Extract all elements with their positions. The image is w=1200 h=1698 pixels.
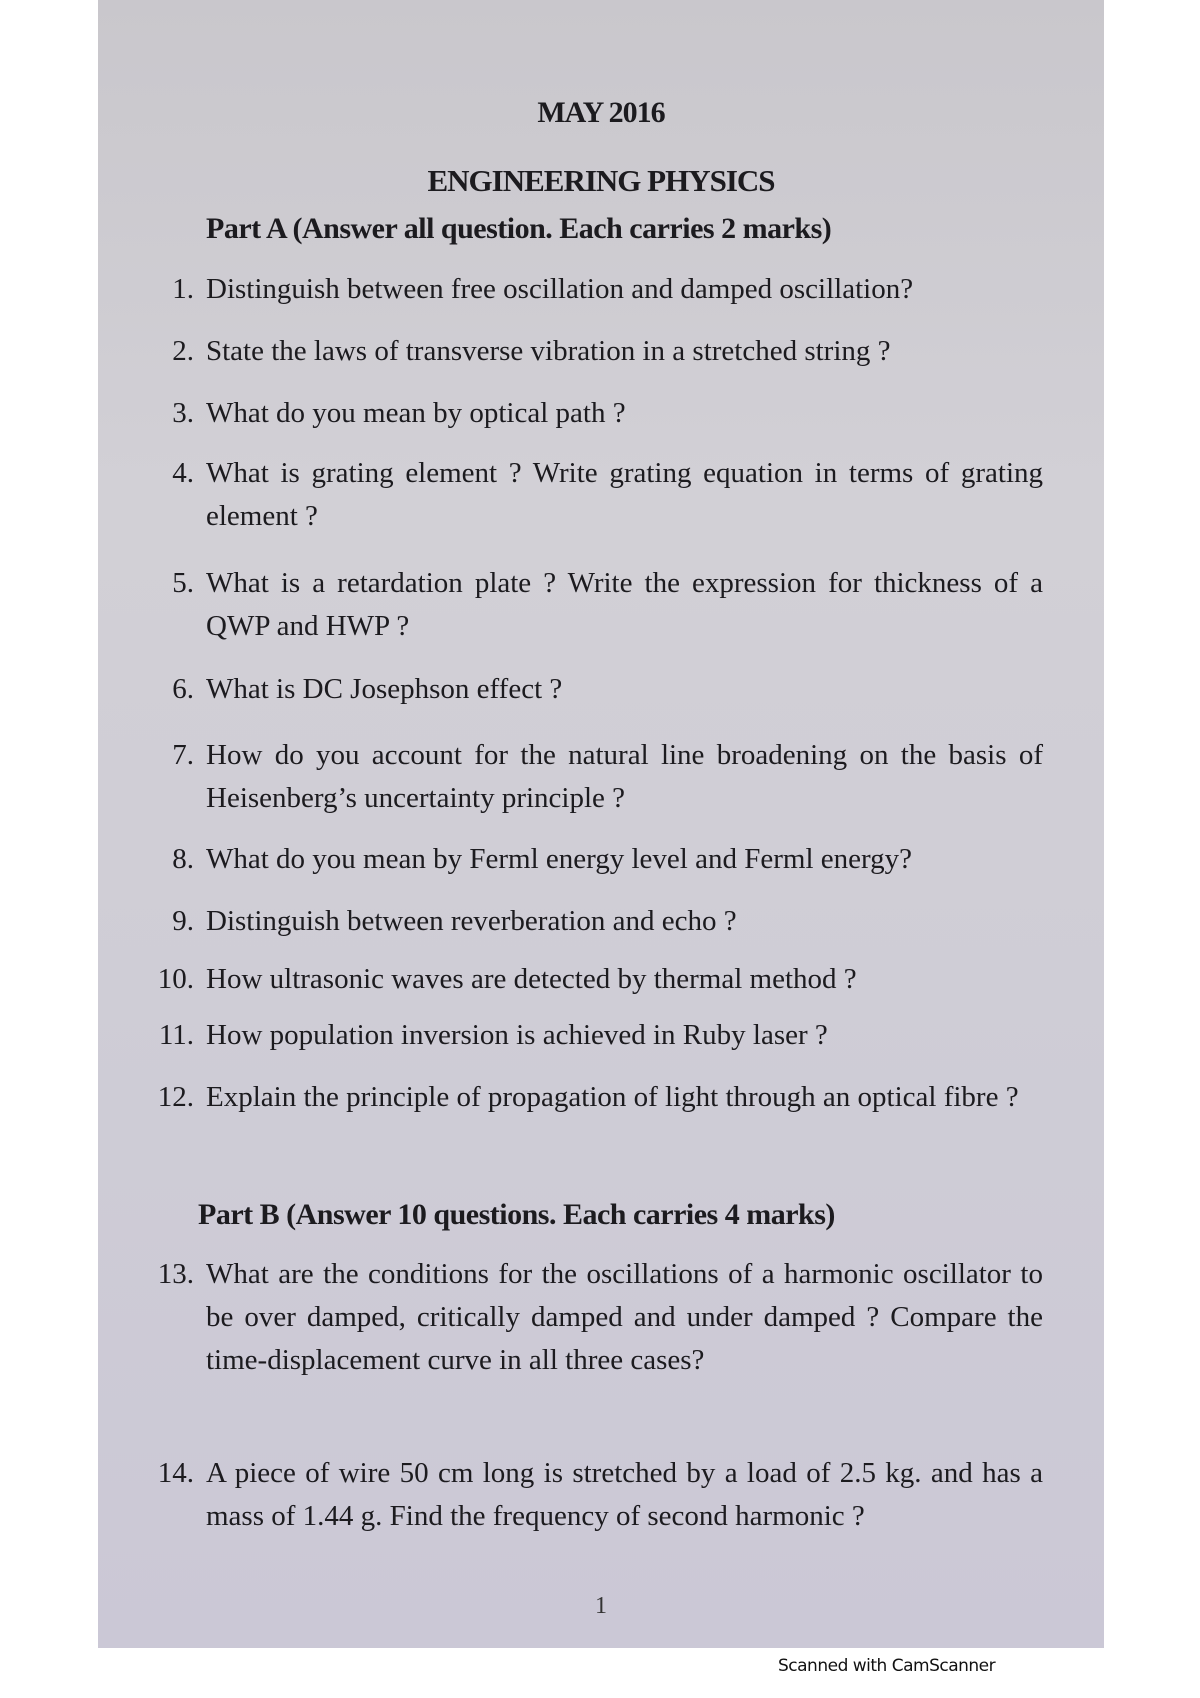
- question-text: A piece of wire 50 cm long is stretched by a load of 2.5 kg. and has a mass of 1.44 g. Find the frequency of second harmonic ?: [206, 1457, 1043, 1532]
- part-b-heading: Part B (Answer 10 questions. Each carries 4 marks): [198, 1198, 835, 1231]
- camscanner-watermark: Scanned with CamScanner: [778, 1656, 996, 1676]
- question-text: How ultrasonic waves are detected by thermal method ?: [206, 963, 857, 995]
- question-number: 3.: [172, 397, 194, 429]
- question: [138, 1452, 1043, 1538]
- question-text: Explain the principle of propagation of light through an optical fibre ?: [206, 1081, 1019, 1113]
- question-number: 1.: [172, 273, 194, 305]
- question: [138, 900, 1043, 943]
- question: [138, 392, 1043, 435]
- question-number: 13.: [157, 1258, 194, 1290]
- exam-subject: ENGINEERING PHYSICS: [427, 163, 775, 198]
- question: [138, 1076, 1043, 1119]
- question: [138, 1014, 1043, 1057]
- question-number: 11.: [158, 1019, 194, 1051]
- question-text: What are the conditions for the oscillations of a harmonic oscillator to be over damped, critically damped and under damped ? Compare the time-displacement curve in all three cases?: [206, 1258, 1043, 1376]
- question-number: 12.: [157, 1081, 194, 1113]
- question-number: 7.: [172, 739, 194, 771]
- question-text: How do you account for the natural line broadening on the basis of Heisenberg’s uncertainty principle ?: [206, 739, 1043, 814]
- question-number: 14.: [157, 1457, 194, 1489]
- question: [138, 452, 1043, 538]
- question: [138, 668, 1043, 711]
- question-text: What do you mean by optical path ?: [206, 397, 626, 429]
- question: [138, 838, 1043, 881]
- question-text: How population inversion is achieved in Ruby laser ?: [206, 1019, 828, 1051]
- question: [138, 734, 1043, 820]
- scanned-page: [98, 0, 1104, 1648]
- question-text: What do you mean by Ferml energy level and Ferml energy?: [206, 843, 912, 875]
- question-text: What is DC Josephson effect ?: [206, 673, 563, 705]
- question-text: Distinguish between free oscillation and damped oscillation?: [206, 273, 914, 305]
- question: [138, 268, 1043, 311]
- question-number: 10.: [157, 963, 194, 995]
- question-number: 9.: [172, 905, 194, 937]
- question: [138, 1253, 1043, 1382]
- part-a-heading: Part A (Answer all question. Each carries 2 marks): [206, 212, 832, 245]
- question-text: Distinguish between reverberation and echo ?: [206, 905, 737, 937]
- question: [138, 958, 1043, 1001]
- question: [138, 330, 1043, 373]
- page-number: 1: [595, 1593, 607, 1619]
- question-text: State the laws of transverse vibration in a stretched string ?: [206, 335, 891, 367]
- question-number: 2.: [172, 335, 194, 367]
- question-text: What is a retardation plate ? Write the expression for thickness of a QWP and HWP ?: [206, 567, 1043, 642]
- question-number: 6.: [172, 673, 194, 705]
- exam-date: MAY 2016: [537, 96, 665, 129]
- question-text: What is grating element ? Write grating equation in terms of grating element ?: [206, 457, 1043, 532]
- question-number: 8.: [172, 843, 194, 875]
- question: [138, 562, 1043, 648]
- question-number: 5.: [172, 567, 194, 599]
- question-number: 4.: [172, 457, 194, 489]
